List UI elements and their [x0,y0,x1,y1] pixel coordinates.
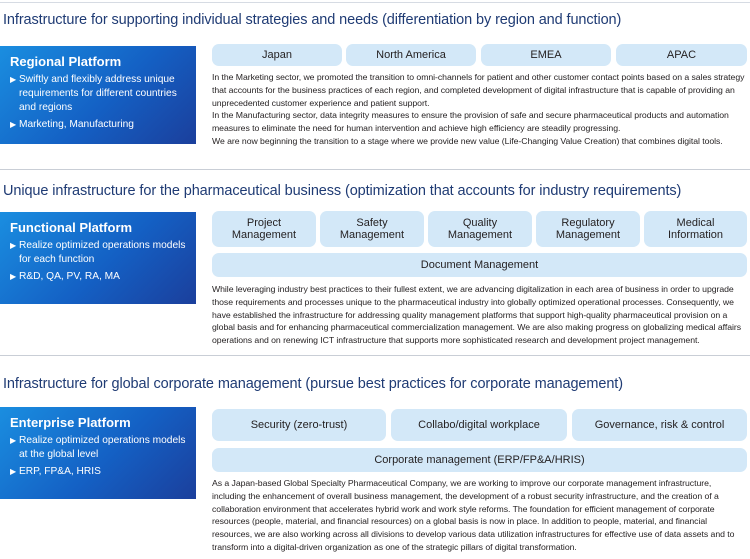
platform-title: Regional Platform [10,54,122,69]
platform-bullet: ▶ ERP, FP&A, HRIS [10,466,101,477]
functional-platform-card [0,212,196,304]
chip-corporate-management: Corporate management (ERP/FP&A/HRIS) [212,448,747,472]
paragraph: In the Marketing sector, we promoted the transition to omni-channels for patient and other customer contact points based on a sales strategy that accounts for the business practices of each region, and completed development of digital infrastructure that is capable of providing an unprecedented customer experience and patient support. [212,72,745,108]
section-title-functional: Unique infrastructure for the pharmaceutical business (optimization that accounts for industry requirements) [3,183,682,199]
platform-bullet: ▶ Marketing, Manufacturing [10,119,134,130]
chip-medical-information: Medical Information [644,211,747,247]
enterprise-platform-card [0,407,196,499]
triangle-bullet-icon: ▶ [10,241,17,250]
triangle-bullet-icon: ▶ [10,120,17,129]
section-divider [0,355,750,356]
chip-document-management: Document Management [212,253,747,277]
triangle-bullet-icon: ▶ [10,75,17,84]
paragraph: As a Japan-based Global Specialty Pharmaceutical Company, we are working to improve our corporate management infrastructure, including the enhancement of overall business management, the development of a robust security infrastructure, and the creation of a collaboration environment that accelerates hybrid work and work style reforms. The foundation for efficient management of corporate resources (people, material, and financial resources) on a global basis is now in place. In addition to people, material, and financial resources, we are also working across all divisions to develop various data utilization infrastructures for effective use of data assets and to transform into a digital-driven organization as one of the strategic pillars of digital transformation. [212,478,735,552]
chip-project-management: Project Management [212,211,316,247]
chip-north-america: North America [346,44,476,66]
platform-bullet: ▶ Realize optimized operations models for each function [10,240,186,265]
platform-title: Enterprise Platform [10,415,131,430]
paragraph: In the Manufacturing sector, data integrity measures to ensure the provision of safe and secure pharmaceutical products and automation measures to eliminate the need for human intervention and achieve high efficiency are steadily progressing. [212,110,729,134]
triangle-bullet-icon: ▶ [10,436,17,445]
regional-platform-card [0,46,196,144]
triangle-bullet-icon: ▶ [10,272,17,281]
chip-regulatory-management: Regulatory Management [536,211,640,247]
functional-description [212,283,747,347]
platform-bullet: ▶ Realize optimized operations models at the global level [10,435,186,460]
chip-safety-management: Safety Management [320,211,424,247]
section-divider [0,169,750,170]
chip-quality-management: Quality Management [428,211,532,247]
enterprise-description [212,477,747,554]
section-title-enterprise: Infrastructure for global corporate management (pursue best practices for corporate management) [3,376,623,392]
section-title-regional: Infrastructure for supporting individual strategies and needs (differentiation by region and function) [3,12,622,28]
chip-security: Security (zero-trust) [212,409,386,441]
regional-description [212,71,747,148]
platform-bullet: ▶ Swiftly and flexibly address unique requirements for different countries and regions [10,74,177,113]
paragraph: We are now beginning the transition to a stage where we provide new value (Life-Changing Value Creation) that combines digital tools. [212,135,723,146]
chip-emea: EMEA [481,44,611,66]
chip-governance-risk-control: Governance, risk & control [572,409,747,441]
platform-title: Functional Platform [10,220,133,235]
triangle-bullet-icon: ▶ [10,467,17,476]
top-rule [0,2,750,3]
platform-bullet: ▶ R&D, QA, PV, RA, MA [10,271,120,282]
chip-japan: Japan [212,44,342,66]
paragraph: While leveraging industry best practices to their fullest extent, we are advancing digitalization in each area of business in order to upgrade those requirements and processes unique to the pharmaceutical industry into globally optimized operational processes. Consequently, we have established the infrastructure for addressing quality management platforms that support high-quality pharmaceutical provision on a global basis and for enhancing pharmaceutical commercialization management. We are also making progress on globalizing medical affairs operations and on renewing ICT infrastructure that supports more sophisticated research and development project management. [212,284,741,346]
chip-apac: APAC [616,44,747,66]
chip-collabo-digital-workplace: Collabo/digital workplace [391,409,567,441]
